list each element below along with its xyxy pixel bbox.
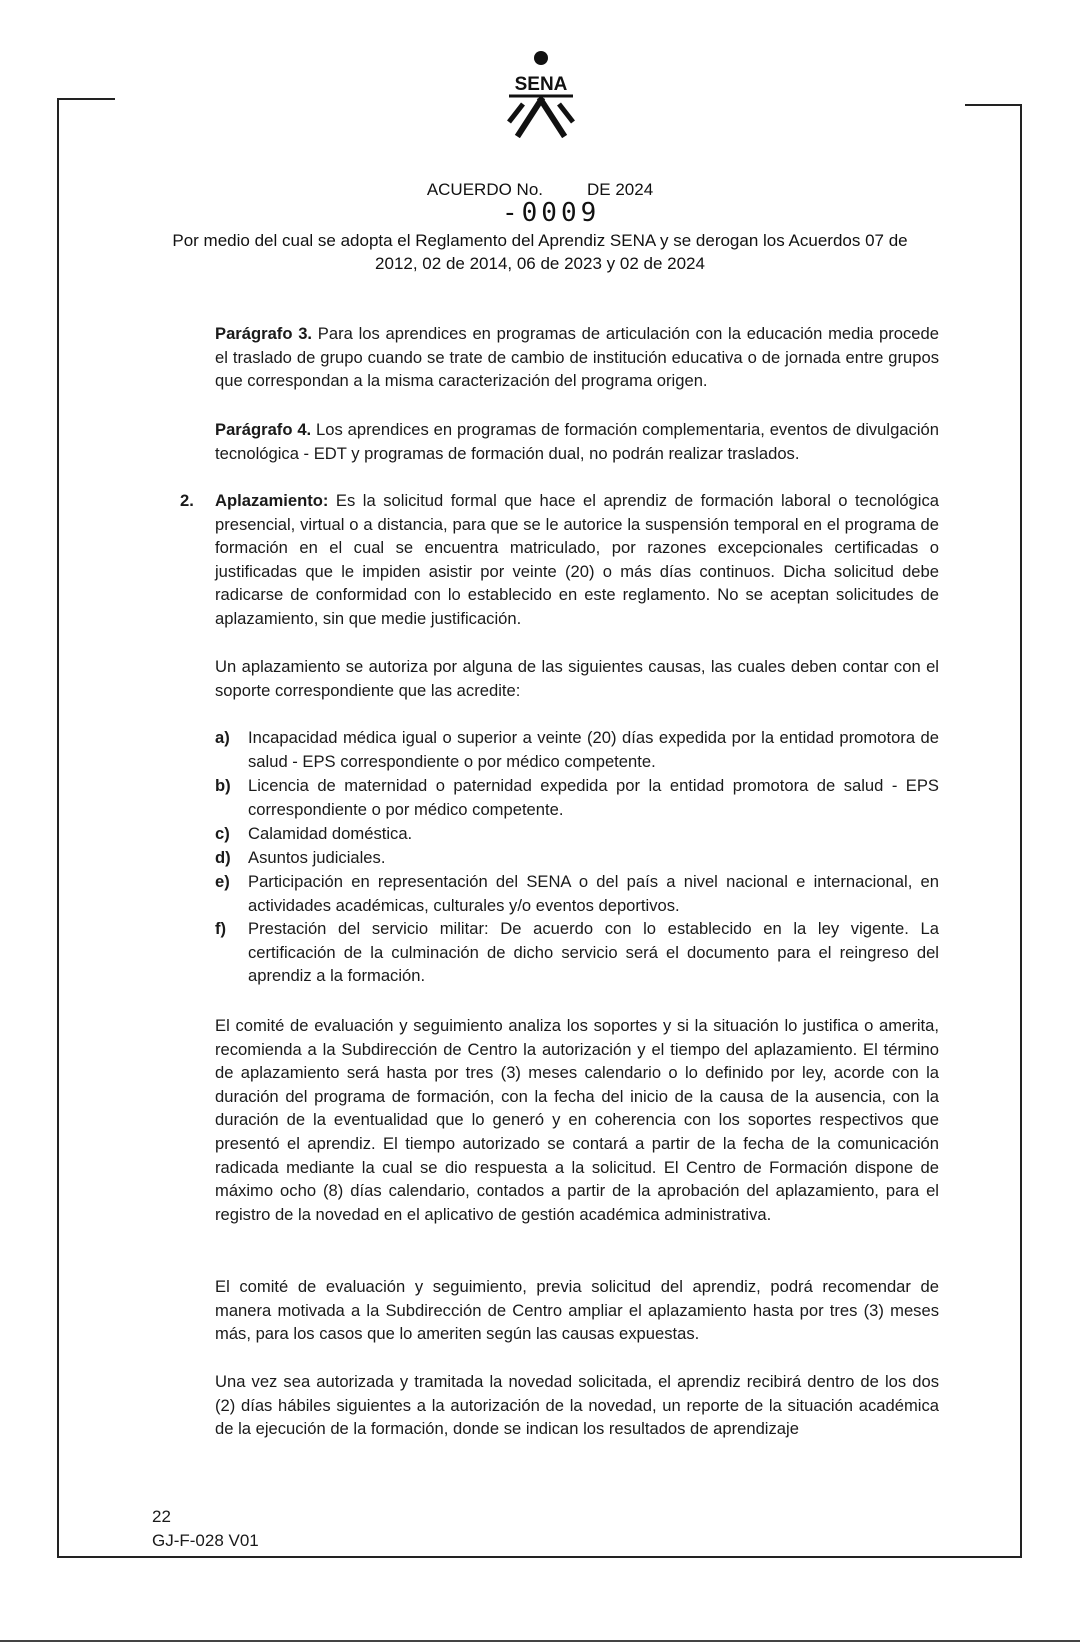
frame-left-line: [57, 98, 59, 1558]
cause-text: Prestación del servicio militar: De acuerdo con lo establecido en la ley vigente. La certificación de la culminación de dicho servicio será el documento para el reingreso del aprendiz a la formación.: [248, 919, 939, 986]
item-2-number: 2.: [180, 491, 194, 510]
cause-letter: d): [215, 848, 231, 867]
paragrafo-4-text: Los aprendices en programas de formación complementaria, eventos de divulgación tecnológica - EDT y programas de formación dual, no podrán realizar traslados.: [215, 420, 940, 463]
cause-text: Licencia de maternidad o paternidad expedida por la entidad promotora de salud - EPS correspondiente o por médico competente.: [248, 776, 939, 819]
frame-right-line: [1020, 104, 1022, 1558]
cause-letter: c): [215, 824, 230, 843]
cause-letter: e): [215, 872, 230, 891]
cause-text: Asuntos judiciales.: [248, 848, 386, 867]
sena-logo: [495, 48, 587, 138]
cause-text: Incapacidad médica igual o superior a veinte (20) días expedida por la entidad promotora de salud - EPS correspondiente o por médico competente.: [248, 728, 939, 771]
aplazamiento-definition: [215, 489, 939, 631]
paragrafo-3: [215, 322, 939, 393]
comite-paragraph: El comité de evaluación y seguimiento analiza los soportes y si la situación lo justifica o amerita, recomienda a la Subdirección de Centro la autorización y el tiempo del aplazamiento. El término de aplazamiento será hasta por tres (3) meses calendario o lo definido por ley, acorde con la duración del programa de formación, con la fecha del inicio de la causa de la ausencia, con la duración de la eventualidad que lo generó y en coherencia con los soportes respectivos que presentó el aprendiz. El tiempo autorizado se contará a partir de la fecha de la comunicación radicada mediante la cual se dio respuesta a la solicitud. El Centro de Formación dispone de máximo ocho (8) días calendario, contados a partir de la aprobación del aplazamiento, para el registro de la novedad en el aplicativo de gestión académica administrativa.: [215, 1016, 939, 1224]
aplazamiento-label: Aplazamiento:: [215, 491, 329, 510]
paragrafo-3-text: Para los aprendices en programas de articulación con la educación media procede el traslado de grupo cuando se trate de cambio de institución educativa o de jornada entre grupos que correspondan a la misma caracterización del programa origen.: [215, 324, 939, 391]
document-code: GJ-F-028 V01: [152, 1531, 259, 1550]
acuerdo-subtitle: Por medio del cual se adopta el Reglamento del Aprendiz SENA y se derogan los Acuerdos 07 de 2012, 02 de 2014, 06 de 2023 y 02 de 2024: [172, 231, 908, 273]
cause-letter: b): [215, 776, 231, 795]
reporte-paragraph: Una vez sea autorizada y tramitada la novedad solicitada, el aprendiz recibirá dentro de los dos (2) días hábiles siguientes a la autorización de la novedad, un reporte de la situación académica de la ejecución de la formación, donde se indican los resultados de aprendizaje: [215, 1372, 939, 1439]
frame-top-right-tick: [965, 104, 1022, 106]
page-number: 22: [152, 1507, 171, 1526]
aplazamiento-text: Es la solicitud formal que hace el aprendiz de formación laboral o tecnológica presencial, virtual o a distancia, para que se le autorice la suspensión temporal en el programa de formación en el cual se encuentra matriculado, por razones excepcionales certificadas o justificadas que le impiden asistir por veinte (20) o más días continuos. Dicha solicitud debe radicarse de conformidad con lo establecido en este reglamento. No se aceptan solicitudes de aplazamiento, sin que medie justificación.: [215, 491, 939, 628]
acuerdo-number: -0009: [502, 198, 601, 228]
acuerdo-title: [0, 180, 1080, 200]
ampliar-paragraph: El comité de evaluación y seguimiento, previa solicitud del aprendiz, podrá recomendar de manera motivada a la Subdirección de Centro ampliar el aplazamiento hasta por tres (3) meses más, para los casos que lo ameriten según las causas expuestas.: [215, 1277, 939, 1344]
paragrafo-4: [215, 418, 939, 465]
page-edge: [0, 1640, 1080, 1642]
frame-bottom-line: [57, 1556, 1022, 1558]
causes-intro: Un aplazamiento se autoriza por alguna de las siguientes causas, las cuales deben contar con el soporte correspondiente que las acredite:: [215, 657, 939, 700]
acuerdo-year: DE 2024: [587, 180, 654, 199]
acuerdo-label: ACUERDO No.: [426, 180, 543, 199]
cause-letter: a): [215, 728, 230, 747]
logo-text: SENA: [514, 74, 568, 95]
paragrafo-4-label: Parágrafo 4.: [215, 420, 312, 439]
cause-text: Participación en representación del SENA o del país a nivel nacional e internacional, en actividades académicas, culturales y/o eventos deportivos.: [248, 872, 939, 915]
paragrafo-3-label: Parágrafo 3.: [215, 324, 313, 343]
frame-top-left-tick: [57, 98, 115, 100]
cause-text: Calamidad doméstica.: [248, 824, 413, 843]
cause-letter: f): [215, 919, 227, 938]
